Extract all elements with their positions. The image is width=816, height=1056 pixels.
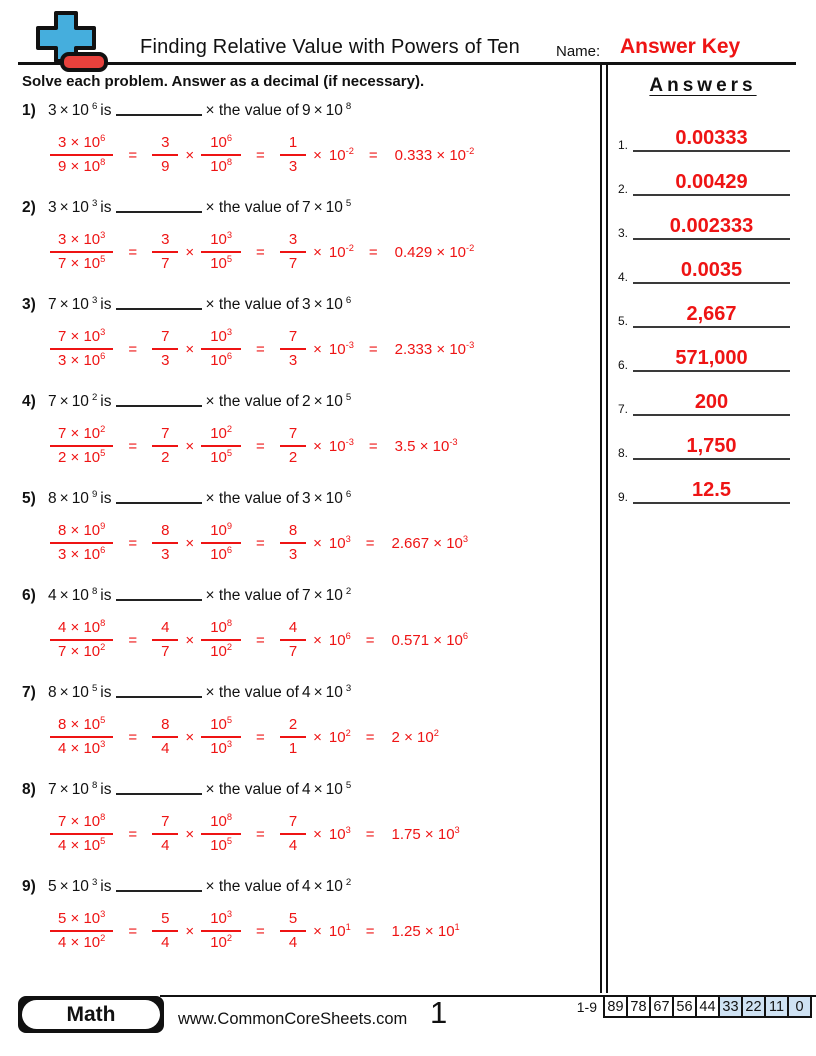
score-cell: 22 [741, 995, 766, 1018]
answer-number: 3. [618, 226, 629, 240]
times-sign: × [59, 684, 69, 701]
second-power: 10 $^3$ [325, 682, 352, 701]
result-power: $10^2$ [328, 727, 351, 746]
times-sign: × [313, 684, 323, 701]
value-of-phrase: × the value of [205, 587, 299, 604]
value-of-phrase: × the value of [205, 199, 299, 216]
problem-number: 9) [22, 878, 36, 895]
problem-statement-text [48, 490, 354, 508]
is-word: is [100, 199, 112, 216]
header-divider [18, 62, 796, 65]
reduced-fraction: $\frac{7}{3}$ [280, 329, 306, 370]
times-sign: × [185, 728, 195, 746]
value-of-phrase: × the value of [205, 684, 299, 701]
equals-sign: = [256, 631, 265, 649]
times-sign: × [59, 393, 69, 410]
answers-list [614, 111, 792, 507]
score-strip [577, 995, 812, 1018]
problem-block [22, 587, 594, 684]
worked-solution [50, 419, 594, 473]
scientific-result: $1.75 \times 10^3$ [391, 824, 460, 843]
coefficient-fraction: $\frac{8}{3}$ [152, 523, 178, 564]
full-fraction: $\frac{7 \times 10^8}{4 \times 10^5}$ [50, 814, 113, 855]
times-sign: × [185, 340, 195, 358]
first-coefficient: 5 [48, 878, 57, 895]
second-coefficient: 2 [301, 393, 311, 410]
problem-statement [22, 199, 594, 217]
answer-row [614, 287, 792, 331]
equals-sign: = [256, 340, 265, 358]
scientific-result: $2 \times 10^2$ [391, 727, 439, 746]
result-power: $10^6$ [328, 630, 351, 649]
worked-solution [50, 322, 594, 376]
answer-row [614, 111, 792, 155]
second-coefficient: 3 [301, 490, 311, 507]
result-power: $10^{-2}$ [328, 242, 354, 261]
second-coefficient: 9 [301, 102, 311, 119]
problem-statement-text [48, 781, 354, 799]
answer-blank [116, 104, 202, 116]
times-sign: × [185, 631, 195, 649]
value-of-phrase: × the value of [205, 490, 299, 507]
equals-sign: = [256, 922, 265, 940]
worked-solution [50, 225, 594, 279]
problems-list [22, 102, 594, 975]
second-coefficient: 7 [301, 199, 311, 216]
answers-title: Answers [649, 75, 757, 96]
answer-row [614, 199, 792, 243]
worked-solution [50, 904, 594, 958]
times-sign: × [59, 199, 69, 216]
scientific-result: $3.5 \times 10^{-3}$ [394, 436, 458, 455]
value-of-phrase: × the value of [205, 102, 299, 119]
times-sign: × [313, 587, 323, 604]
value-of-phrase: × the value of [205, 393, 299, 410]
problem-statement-text [48, 102, 354, 120]
reduced-fraction: $\frac{1}{3}$ [280, 135, 306, 176]
score-cell: 44 [695, 995, 720, 1018]
scientific-result: $0.429 \times 10^{-2}$ [394, 242, 475, 261]
coefficient-fraction: $\frac{7}{3}$ [152, 329, 178, 370]
equals-sign: = [365, 631, 375, 649]
answer-number: 7. [618, 402, 629, 416]
full-fraction: $\frac{3 \times 10^3}{7 \times 10^5}$ [50, 232, 113, 273]
problem-number: 8) [22, 781, 36, 798]
page-number: 1 [430, 995, 448, 1030]
answer-number: 1. [618, 138, 629, 152]
full-fraction: $\frac{3 \times 10^6}{9 \times 10^8}$ [50, 135, 113, 176]
times-sign: × [185, 437, 195, 455]
times-sign: × [185, 243, 195, 261]
problem-number: 4) [22, 393, 36, 410]
reduced-fraction: $\frac{4}{7}$ [280, 620, 306, 661]
is-word: is [100, 102, 112, 119]
answer-number: 5. [618, 314, 629, 328]
reduced-fraction: $\frac{7}{2}$ [280, 426, 306, 467]
problem-block [22, 199, 594, 296]
equals-sign: = [368, 437, 378, 455]
problem-statement [22, 296, 594, 314]
reduced-fraction: $\frac{5}{4}$ [280, 911, 306, 952]
website-url: www.CommonCoreSheets.com [178, 1010, 408, 1028]
times-sign: × [59, 781, 69, 798]
problem-number: 6) [22, 587, 36, 604]
first-coefficient: 7 [48, 296, 57, 313]
problem-block [22, 684, 594, 781]
value-of-phrase: × the value of [205, 781, 299, 798]
answer-value: 0.00429 [633, 172, 790, 196]
times-sign: × [313, 781, 323, 798]
answer-number: 9. [618, 490, 629, 504]
problem-statement-text [48, 393, 354, 411]
equals-sign: = [368, 146, 378, 164]
result-power: $10^3$ [328, 533, 351, 552]
answer-blank [116, 298, 202, 310]
problem-block [22, 490, 594, 587]
times-sign: × [313, 199, 323, 216]
result-power: $10^{-3}$ [328, 339, 354, 358]
score-cell: 0 [787, 995, 812, 1018]
times-sign: × [313, 878, 323, 895]
second-coefficient: 4 [301, 781, 311, 798]
answer-row [614, 243, 792, 287]
first-coefficient: 7 [48, 781, 57, 798]
answer-blank [116, 589, 202, 601]
first-coefficient: 3 [48, 102, 57, 119]
first-coefficient: 4 [48, 587, 57, 604]
equals-sign: = [128, 437, 138, 455]
reduced-fraction: $\frac{3}{7}$ [280, 232, 306, 273]
answer-value: 200 [633, 392, 790, 416]
times-sign: × [313, 437, 322, 455]
problem-statement [22, 490, 594, 508]
answers-column [606, 65, 796, 993]
answer-number: 2. [618, 182, 629, 196]
is-word: is [100, 490, 112, 507]
problem-statement [22, 878, 594, 896]
problem-statement-text [48, 878, 354, 896]
times-sign: × [313, 631, 322, 649]
is-word: is [100, 393, 112, 410]
answer-value: 12.5 [633, 480, 790, 504]
equals-sign: = [128, 825, 138, 843]
power-fraction: $\frac{10^5}{10^3}$ [201, 717, 241, 758]
problem-statement [22, 102, 594, 120]
scientific-result: $2.667 \times 10^3$ [391, 533, 469, 552]
result-power: $10^1$ [328, 921, 351, 940]
equals-sign: = [128, 728, 138, 746]
worked-solution [50, 710, 594, 764]
times-sign: × [185, 146, 195, 164]
second-power: 10 $^5$ [325, 391, 352, 410]
power-fraction: $\frac{10^9}{10^6}$ [201, 523, 241, 564]
times-sign: × [185, 922, 195, 940]
problem-block [22, 296, 594, 393]
second-coefficient: 3 [301, 296, 311, 313]
problem-statement [22, 684, 594, 702]
times-sign: × [59, 102, 69, 119]
answer-number: 8. [618, 446, 629, 460]
equals-sign: = [128, 631, 138, 649]
equals-sign: = [256, 825, 265, 843]
score-range-label: 1-9 [576, 998, 597, 1015]
first-power: 10 $^5$ [71, 682, 98, 701]
subject-badge-label: Math [22, 1000, 160, 1029]
times-sign: × [313, 146, 322, 164]
first-power: 10 $^9$ [71, 488, 98, 507]
problem-statement [22, 781, 594, 799]
second-power: 10 $^5$ [325, 779, 352, 798]
power-fraction: $\frac{10^2}{10^5}$ [201, 426, 241, 467]
first-power: 10 $^6$ [71, 100, 98, 119]
value-of-phrase: × the value of [205, 878, 299, 895]
score-cell: 33 [718, 995, 743, 1018]
equals-sign: = [128, 340, 138, 358]
equals-sign: = [256, 728, 265, 746]
first-power: 10 $^8$ [71, 779, 98, 798]
score-cell: 89 [603, 995, 628, 1018]
times-sign: × [313, 534, 322, 552]
answer-row [614, 331, 792, 375]
first-coefficient: 8 [48, 490, 57, 507]
worked-solution [50, 807, 594, 861]
times-sign: × [59, 878, 69, 895]
equals-sign: = [368, 340, 378, 358]
problem-number: 3) [22, 296, 36, 313]
is-word: is [100, 878, 112, 895]
times-sign: × [313, 825, 322, 843]
answer-value: 2,667 [633, 304, 790, 328]
full-fraction: $\frac{7 \times 10^3}{3 \times 10^6}$ [50, 329, 113, 370]
times-sign: × [313, 102, 323, 119]
commoncoresheets-logo [26, 10, 112, 79]
full-fraction: $\frac{8 \times 10^5}{4 \times 10^3}$ [50, 717, 113, 758]
equals-sign: = [256, 146, 265, 164]
coefficient-fraction: $\frac{4}{7}$ [152, 620, 178, 661]
problem-block [22, 102, 594, 199]
scientific-result: $2.333 \times 10^{-3}$ [394, 339, 475, 358]
is-word: is [100, 587, 112, 604]
score-cell: 78 [626, 995, 651, 1018]
times-sign: × [59, 587, 69, 604]
problem-statement-text [48, 296, 354, 314]
answer-blank [116, 492, 202, 504]
equals-sign: = [256, 534, 265, 552]
worked-solution [50, 516, 594, 570]
result-power: $10^{-2}$ [328, 145, 354, 164]
coefficient-fraction: $\frac{7}{2}$ [152, 426, 178, 467]
times-sign: × [313, 296, 323, 313]
page-title: Finding Relative Value with Powers of Ten [140, 36, 520, 58]
coefficient-fraction: $\frac{7}{4}$ [152, 814, 178, 855]
coefficient-fraction: $\frac{8}{4}$ [152, 717, 178, 758]
times-sign: × [185, 534, 195, 552]
full-fraction: $\frac{7 \times 10^2}{2 \times 10^5}$ [50, 426, 113, 467]
problem-number: 5) [22, 490, 36, 507]
first-power: 10 $^2$ [71, 391, 98, 410]
second-power: 10 $^6$ [325, 294, 352, 313]
score-cells [605, 995, 812, 1018]
is-word: is [100, 684, 112, 701]
instructions: Solve each problem. Answer as a decimal (if necessary). [22, 73, 425, 90]
answer-row [614, 419, 792, 463]
problem-block [22, 781, 594, 878]
worked-solution [50, 613, 594, 667]
answer-row [614, 155, 792, 199]
equals-sign: = [256, 437, 265, 455]
answer-row [614, 375, 792, 419]
second-power: 10 $^2$ [325, 585, 352, 604]
equals-sign: = [128, 243, 138, 261]
equals-sign: = [365, 534, 375, 552]
second-coefficient: 7 [301, 587, 311, 604]
name-value-answer-key: Answer Key [620, 35, 741, 58]
result-power: $10^3$ [328, 824, 351, 843]
equals-sign: = [256, 243, 265, 261]
problems-column [18, 65, 602, 993]
answer-blank [116, 686, 202, 698]
worked-solution [50, 128, 594, 182]
answer-row [614, 463, 792, 507]
problem-number: 7) [22, 684, 36, 701]
times-sign: × [313, 922, 322, 940]
problem-number: 2) [22, 199, 36, 216]
reduced-fraction: $\frac{7}{4}$ [280, 814, 306, 855]
power-fraction: $\frac{10^8}{10^2}$ [201, 620, 241, 661]
score-cell: 11 [764, 995, 789, 1018]
plus-minus-logo-icon [26, 10, 112, 74]
answer-blank [116, 395, 202, 407]
first-coefficient: 7 [48, 393, 57, 410]
second-power: 10 $^6$ [325, 488, 352, 507]
full-fraction: $\frac{5 \times 10^3}{4 \times 10^2}$ [50, 911, 113, 952]
coefficient-fraction: $\frac{3}{9}$ [152, 135, 178, 176]
equals-sign: = [365, 922, 375, 940]
first-power: 10 $^3$ [71, 876, 98, 895]
answer-value: 0.00333 [633, 128, 790, 152]
second-power: 10 $^5$ [325, 197, 352, 216]
full-fraction: $\frac{4 \times 10^8}{7 \times 10^2}$ [50, 620, 113, 661]
times-sign: × [59, 490, 69, 507]
subject-badge [18, 996, 164, 1033]
answer-value: 571,000 [633, 348, 790, 372]
power-fraction: $\frac{10^3}{10^5}$ [201, 232, 241, 273]
first-coefficient: 3 [48, 199, 57, 216]
is-word: is [100, 781, 112, 798]
first-power: 10 $^3$ [71, 197, 98, 216]
equals-sign: = [365, 825, 375, 843]
first-power: 10 $^3$ [71, 294, 98, 313]
scientific-result: $1.25 \times 10^1$ [391, 921, 460, 940]
content-area [18, 65, 796, 993]
full-fraction: $\frac{8 \times 10^9}{3 \times 10^6}$ [50, 523, 113, 564]
problem-statement-text [48, 199, 354, 217]
reduced-fraction: $\frac{8}{3}$ [280, 523, 306, 564]
answer-value: 0.002333 [633, 216, 790, 240]
problem-number: 1) [22, 102, 36, 119]
problem-statement-text [48, 684, 354, 702]
score-cell: 56 [672, 995, 697, 1018]
answer-number: 6. [618, 358, 629, 372]
problem-block [22, 393, 594, 490]
second-power: 10 $^8$ [325, 100, 352, 119]
times-sign: × [313, 340, 322, 358]
coefficient-fraction: $\frac{3}{7}$ [152, 232, 178, 273]
power-fraction: $\frac{10^6}{10^8}$ [201, 135, 241, 176]
equals-sign: = [128, 146, 138, 164]
times-sign: × [313, 393, 323, 410]
problem-block [22, 878, 594, 975]
second-coefficient: 4 [301, 878, 311, 895]
power-fraction: $\frac{10^3}{10^2}$ [201, 911, 241, 952]
power-fraction: $\frac{10^3}{10^6}$ [201, 329, 241, 370]
answer-blank [116, 880, 202, 892]
power-fraction: $\frac{10^8}{10^5}$ [201, 814, 241, 855]
problem-statement [22, 393, 594, 411]
equals-sign: = [128, 534, 138, 552]
answer-blank [116, 201, 202, 213]
times-sign: × [313, 243, 322, 261]
answer-number: 4. [618, 270, 629, 284]
answer-value: 0.0035 [633, 260, 790, 284]
times-sign: × [185, 825, 195, 843]
is-word: is [100, 296, 112, 313]
equals-sign: = [365, 728, 375, 746]
second-power: 10 $^2$ [325, 876, 352, 895]
answer-blank [116, 783, 202, 795]
equals-sign: = [128, 922, 138, 940]
result-power: $10^{-3}$ [328, 436, 354, 455]
equals-sign: = [368, 243, 378, 261]
first-power: 10 $^8$ [71, 585, 98, 604]
answer-value: 1,750 [633, 436, 790, 460]
times-sign: × [313, 728, 322, 746]
value-of-phrase: × the value of [205, 296, 299, 313]
first-coefficient: 8 [48, 684, 57, 701]
problem-statement-text [48, 587, 354, 605]
problem-statement [22, 587, 594, 605]
times-sign: × [313, 490, 323, 507]
coefficient-fraction: $\frac{5}{4}$ [152, 911, 178, 952]
reduced-fraction: $\frac{2}{1}$ [280, 717, 306, 758]
score-cell: 67 [649, 995, 674, 1018]
second-coefficient: 4 [301, 684, 311, 701]
name-label: Name: [556, 43, 601, 60]
times-sign: × [59, 296, 69, 313]
scientific-result: $0.333 \times 10^{-2}$ [394, 145, 475, 164]
scientific-result: $0.571 \times 10^6$ [391, 630, 469, 649]
